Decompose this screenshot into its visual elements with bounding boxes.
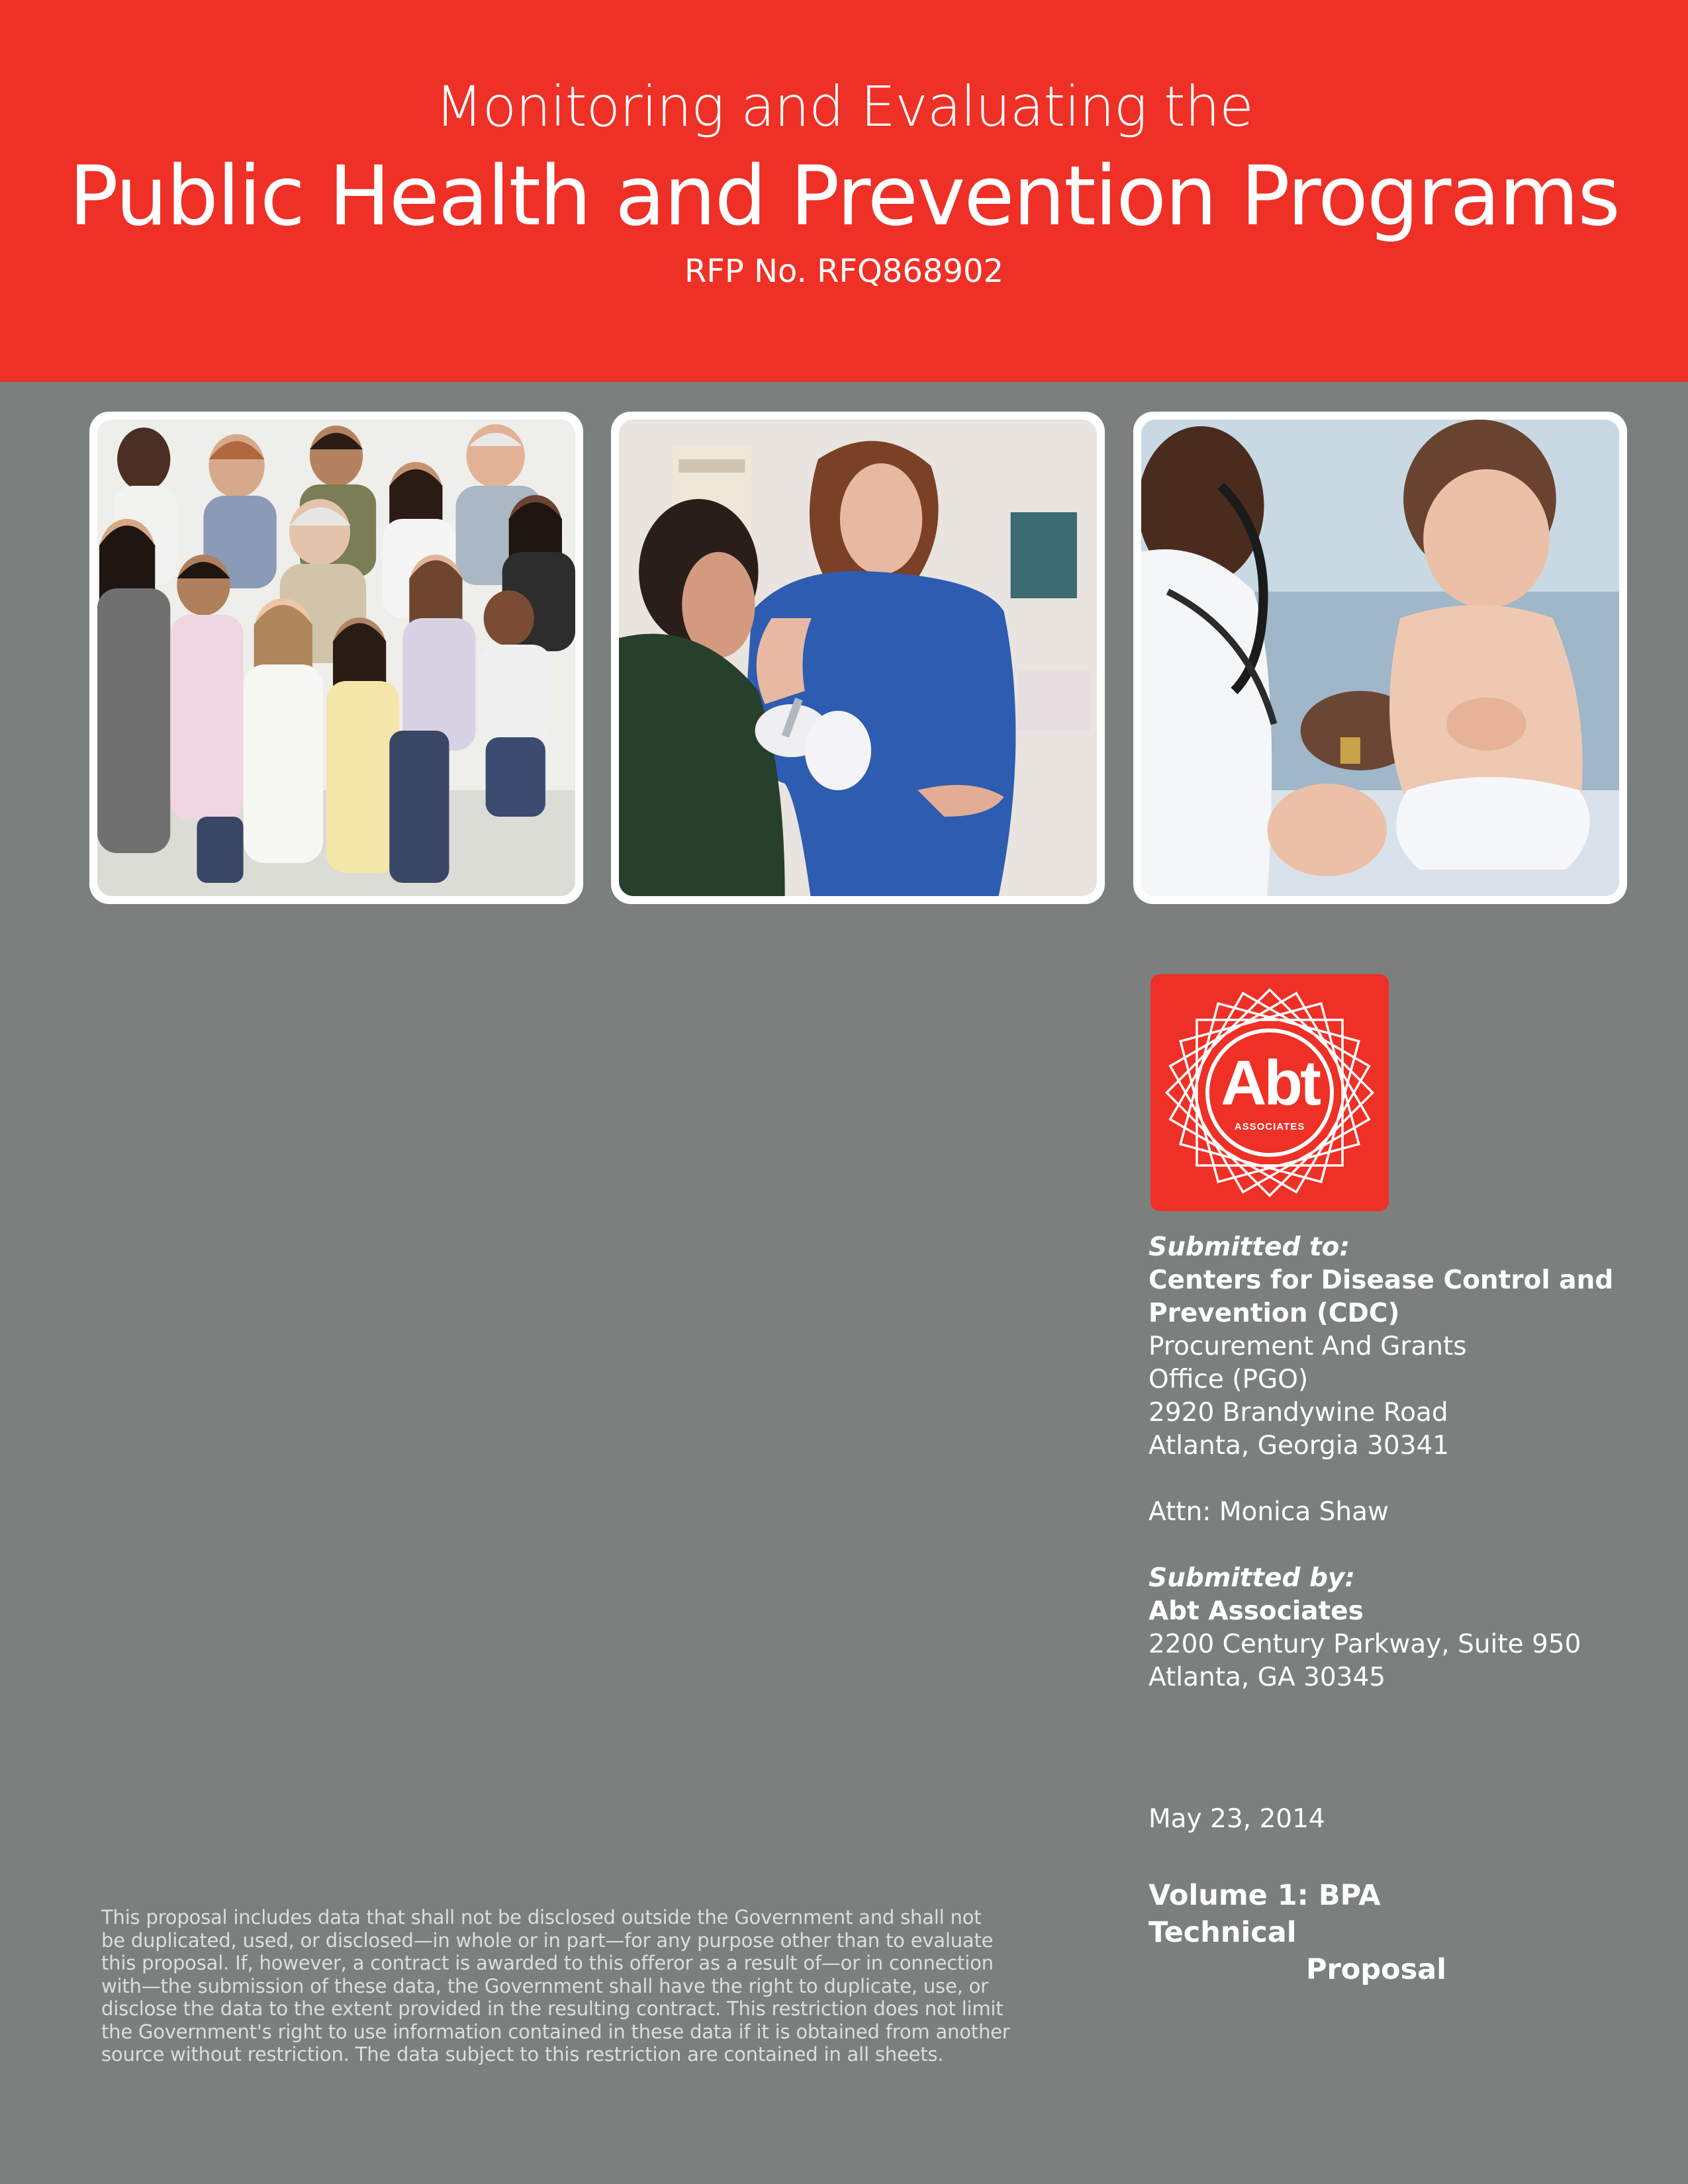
volume-title bbox=[1149, 1877, 1519, 1988]
recipient-office-line-2: Office (PGO) bbox=[1149, 1365, 1309, 1394]
photo-doctor-and-child bbox=[1133, 412, 1627, 904]
disclaimer-line: be duplicated, used, or disclosed—in whole or in part—for any purpose other than to evaluate bbox=[101, 1929, 994, 1952]
submission-info bbox=[1149, 1231, 1665, 1694]
submitted-by-label: Submitted by: bbox=[1149, 1563, 1355, 1593]
submitter-city: Atlanta, GA 30345 bbox=[1149, 1662, 1386, 1692]
disclaimer-line: this proposal. If, however, a contract is awarded to this offeror as a result of—or in connection bbox=[101, 1952, 994, 1974]
submitter-org: Abt Associates bbox=[1149, 1596, 1364, 1626]
vaccination-photo-illustration bbox=[619, 420, 1097, 896]
title-banner bbox=[0, 0, 1688, 382]
recipient-org-line-2: Prevention (CDC) bbox=[1149, 1298, 1400, 1328]
recipient-attention: Attn: Monica Shaw bbox=[1149, 1497, 1389, 1527]
group-photo-illustration bbox=[97, 420, 575, 896]
disclaimer-line: disclose the data to the extent provided in the resulting contract. This restriction does not limit bbox=[101, 1997, 1004, 2020]
recipient-org-line-1: Centers for Disease Control and bbox=[1149, 1265, 1614, 1295]
recipient-street: 2920 Brandywine Road bbox=[1149, 1398, 1448, 1428]
title-line-1: Monitoring and Evaluating the bbox=[435, 74, 1253, 139]
photo-group-of-people bbox=[89, 412, 583, 904]
disclaimer-line: with—the submission of these data, the Government shall have the right to duplicate, use, or bbox=[101, 1974, 988, 1997]
logo-subtext: ASSOCIATES bbox=[1234, 1121, 1305, 1132]
submitted-to-label: Submitted to: bbox=[1149, 1232, 1350, 1262]
page-title: Public Health and Prevention Programs bbox=[69, 149, 1619, 244]
disclaimer-line: the Government's right to use information contained in these data if it is obtained from another bbox=[101, 2020, 1010, 2043]
recipient-office-line-1: Procurement And Grants bbox=[1149, 1332, 1467, 1361]
doctor-photo-illustration bbox=[1141, 420, 1619, 896]
disclaimer-line: This proposal includes data that shall not be disclosed outside the Government and shall not bbox=[101, 1906, 982, 1929]
disclaimer-line: source without restriction. The data subject to this restriction are contained in all sheets. bbox=[101, 2043, 944, 2066]
volume-line-1: Volume 1: BPA Technical bbox=[1149, 1879, 1381, 1949]
volume-line-2: Proposal bbox=[1306, 1953, 1446, 1986]
recipient-city: Atlanta, Georgia 30341 bbox=[1149, 1431, 1450, 1461]
rfp-number: RFP No. RFQ868902 bbox=[684, 253, 1004, 290]
logo-wordmark: Abt bbox=[1221, 1048, 1319, 1118]
submitter-street: 2200 Century Parkway, Suite 950 bbox=[1149, 1629, 1581, 1659]
photo-vaccination bbox=[611, 412, 1105, 904]
data-restriction-disclaimer bbox=[101, 1906, 1081, 2066]
abt-associates-logo bbox=[1150, 974, 1389, 1211]
submission-date: May 23, 2014 bbox=[1149, 1804, 1325, 1834]
